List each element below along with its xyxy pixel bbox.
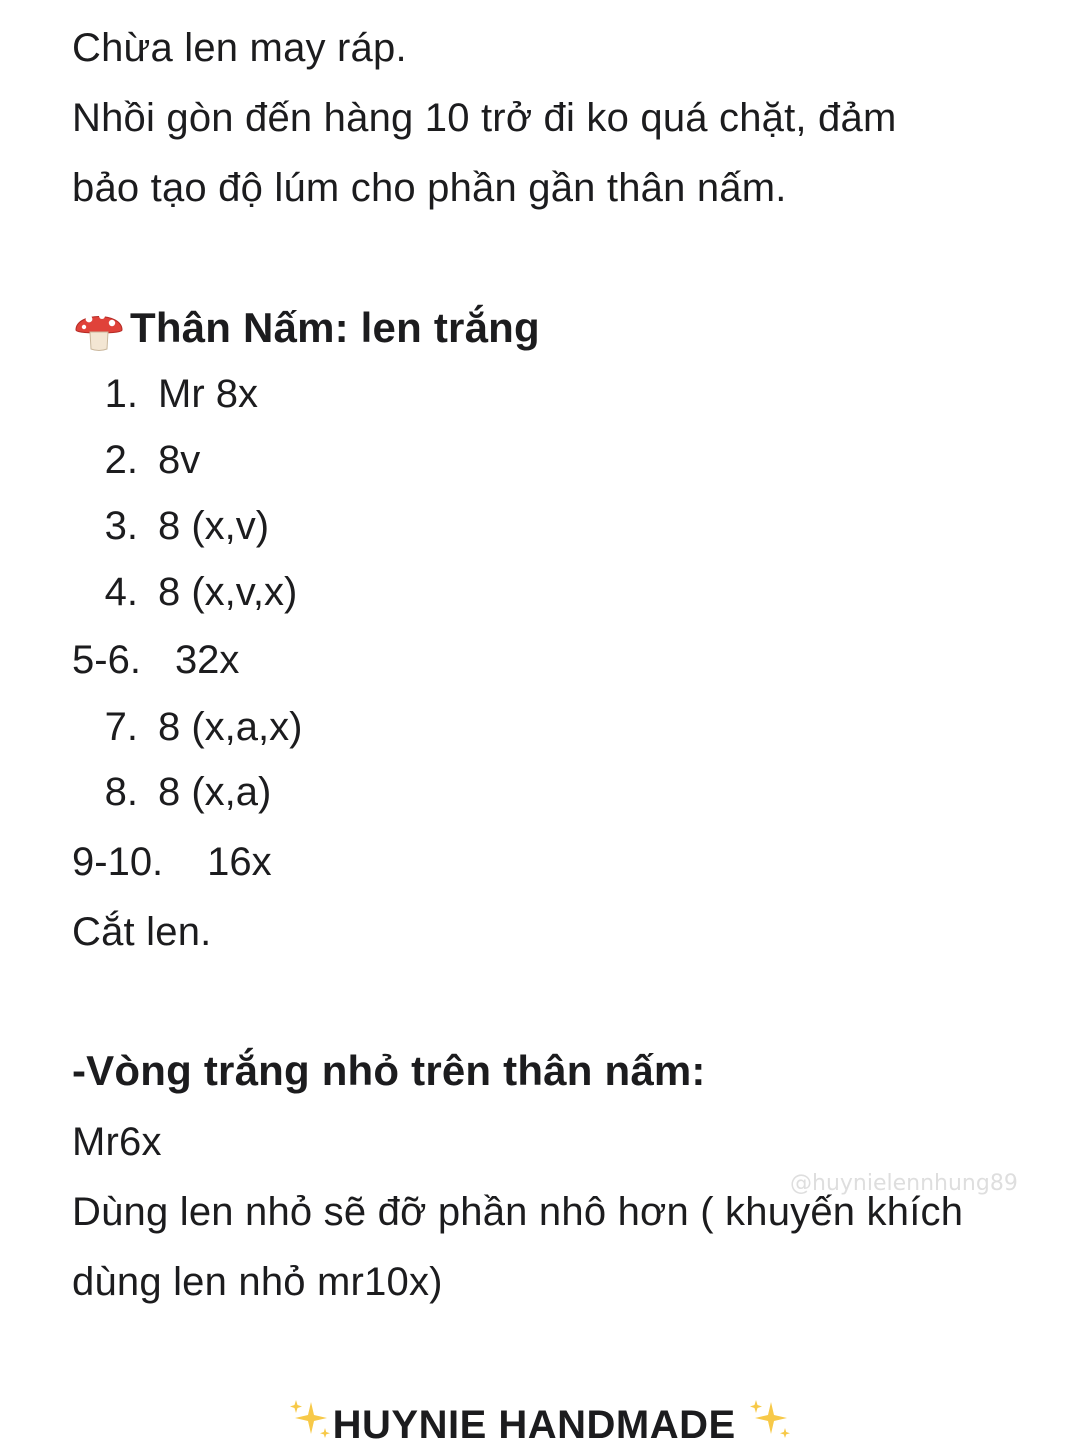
step-range-label: 9-10. <box>72 840 164 884</box>
section1-end-text: Cắt len. <box>72 910 212 954</box>
step-number: 7. <box>104 705 138 749</box>
section-title-small-ring: -Vòng trắng nhỏ trên thân nấm: <box>72 1047 706 1094</box>
section-title-text: Thân Nấm: len trắng <box>130 304 540 351</box>
watermark-text: @huynielennhung89 <box>790 1171 1018 1196</box>
small-ring-line-1: Mr6x <box>72 1120 162 1164</box>
intro-line-3: bảo tạo độ lúm cho phần gần thân nấm. <box>72 166 787 210</box>
step-number: 3. <box>104 504 138 548</box>
small-ring-line-3: dùng len nhỏ mr10x) <box>72 1260 443 1304</box>
step-number: 8. <box>104 770 138 814</box>
step-text: Mr 8x <box>158 372 258 416</box>
step-text: 8v <box>158 438 201 482</box>
step-text: 8 (x,v) <box>158 504 270 548</box>
sparkles-icon <box>287 1396 333 1442</box>
small-ring-line-2: Dùng len nhỏ sẽ đỡ phần nhô hơn ( khuyến khích <box>72 1190 964 1234</box>
intro-line-1: Chừa len may ráp. <box>72 26 407 70</box>
step-number: 1. <box>104 372 138 416</box>
intro-line-2: Nhồi gòn đến hàng 10 trở đi ko quá chặt, đảm <box>72 96 897 140</box>
step-range-row <box>72 636 239 684</box>
step-number: 4. <box>104 570 138 614</box>
step-text: 8 (x,a,x) <box>158 705 303 749</box>
section-title-mushroom-stem <box>72 304 540 352</box>
mushroom-icon <box>72 304 126 352</box>
footer-brand <box>0 1396 1080 1449</box>
step-text: 8 (x,a) <box>158 770 272 814</box>
step-text: 8 (x,v,x) <box>158 570 298 614</box>
step-range-row <box>72 838 272 886</box>
sparkles-icon <box>747 1396 793 1442</box>
footer-brand-text: HUYNIE HANDMADE <box>332 1403 736 1447</box>
step-range-text: 16x <box>207 840 272 884</box>
step-range-text: 32x <box>174 638 240 682</box>
step-number: 2. <box>104 438 138 482</box>
step-range-label: 5-6. <box>72 638 141 682</box>
